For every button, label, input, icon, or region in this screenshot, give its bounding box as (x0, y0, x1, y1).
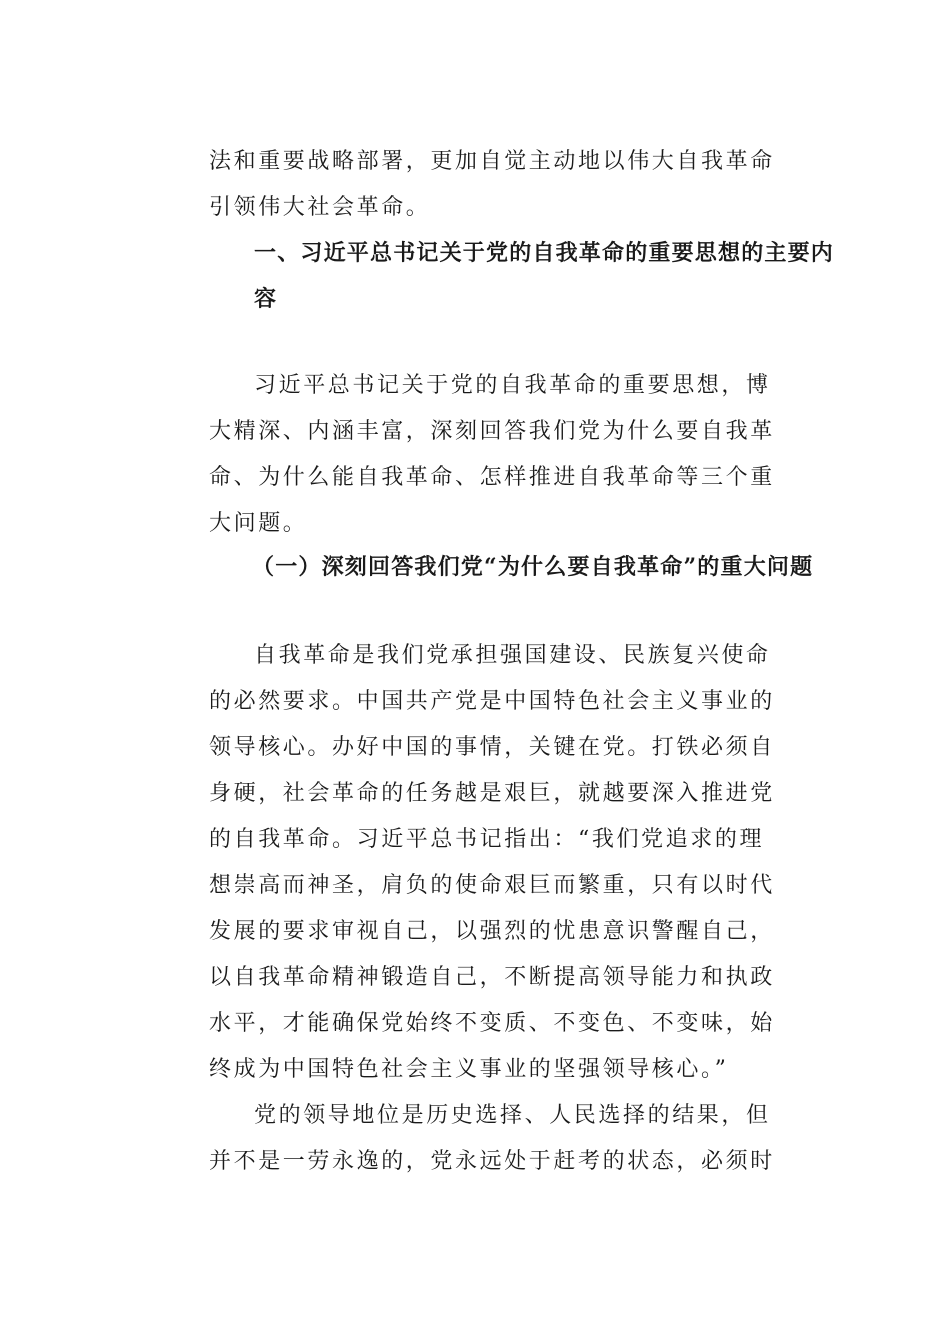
body-text-line: 法和重要战略部署，更加自觉主动地以伟大自我革命 (209, 149, 775, 174)
body-text-line: 习近平总书记关于党的自我革命的重要思想，博 (254, 373, 771, 398)
section-heading: 一、习近平总书记关于党的自我革命的重要思想的主要内 (254, 241, 835, 266)
body-text-line: 以自我革命精神锻造自己，不断提高领导能力和执政 (209, 965, 775, 990)
body-text-line: 大问题。 (209, 511, 308, 536)
body-text-line: 领导核心。办好中国的事情，关键在党。打铁必须自 (209, 735, 775, 760)
body-text-line: 党的领导地位是历史选择、人民选择的结果，但 (254, 1103, 771, 1128)
body-text-line: 引领伟大社会革命。 (209, 195, 431, 220)
body-text-line: 并不是一劳永逸的，党永远处于赶考的状态，必须时 (209, 1149, 775, 1174)
body-text-line: 的自我革命。习近平总书记指出：“我们党追求的理 (209, 827, 765, 852)
body-text-line: 自我革命是我们党承担强国建设、民族复兴使命 (254, 643, 771, 668)
body-text-line: 大精深、内涵丰富，深刻回答我们党为什么要自我革 (209, 419, 775, 444)
body-text-line: 想崇高而神圣，肩负的使命艰巨而繁重，只有以时代 (209, 873, 775, 898)
body-text-line: 发展的要求审视自己，以强烈的忧患意识警醒自己， (209, 919, 775, 944)
subsection-heading: （一）深刻回答我们党“为什么要自我革命”的重大问题 (252, 554, 814, 580)
body-text-line: 水平，才能确保党始终不变质、不变色、不变味，始 (209, 1011, 775, 1036)
body-text-line: 身硬，社会革命的任务越是艰巨，就越要深入推进党 (209, 781, 775, 806)
section-heading-continued: 容 (254, 287, 278, 312)
body-text-line: 终成为中国特色社会主义事业的坚强领导核心。” (209, 1057, 729, 1082)
body-text-line: 命、为什么能自我革命、怎样推进自我革命等三个重 (209, 465, 775, 490)
body-text-line: 的必然要求。中国共产党是中国特色社会主义事业的 (209, 689, 775, 714)
